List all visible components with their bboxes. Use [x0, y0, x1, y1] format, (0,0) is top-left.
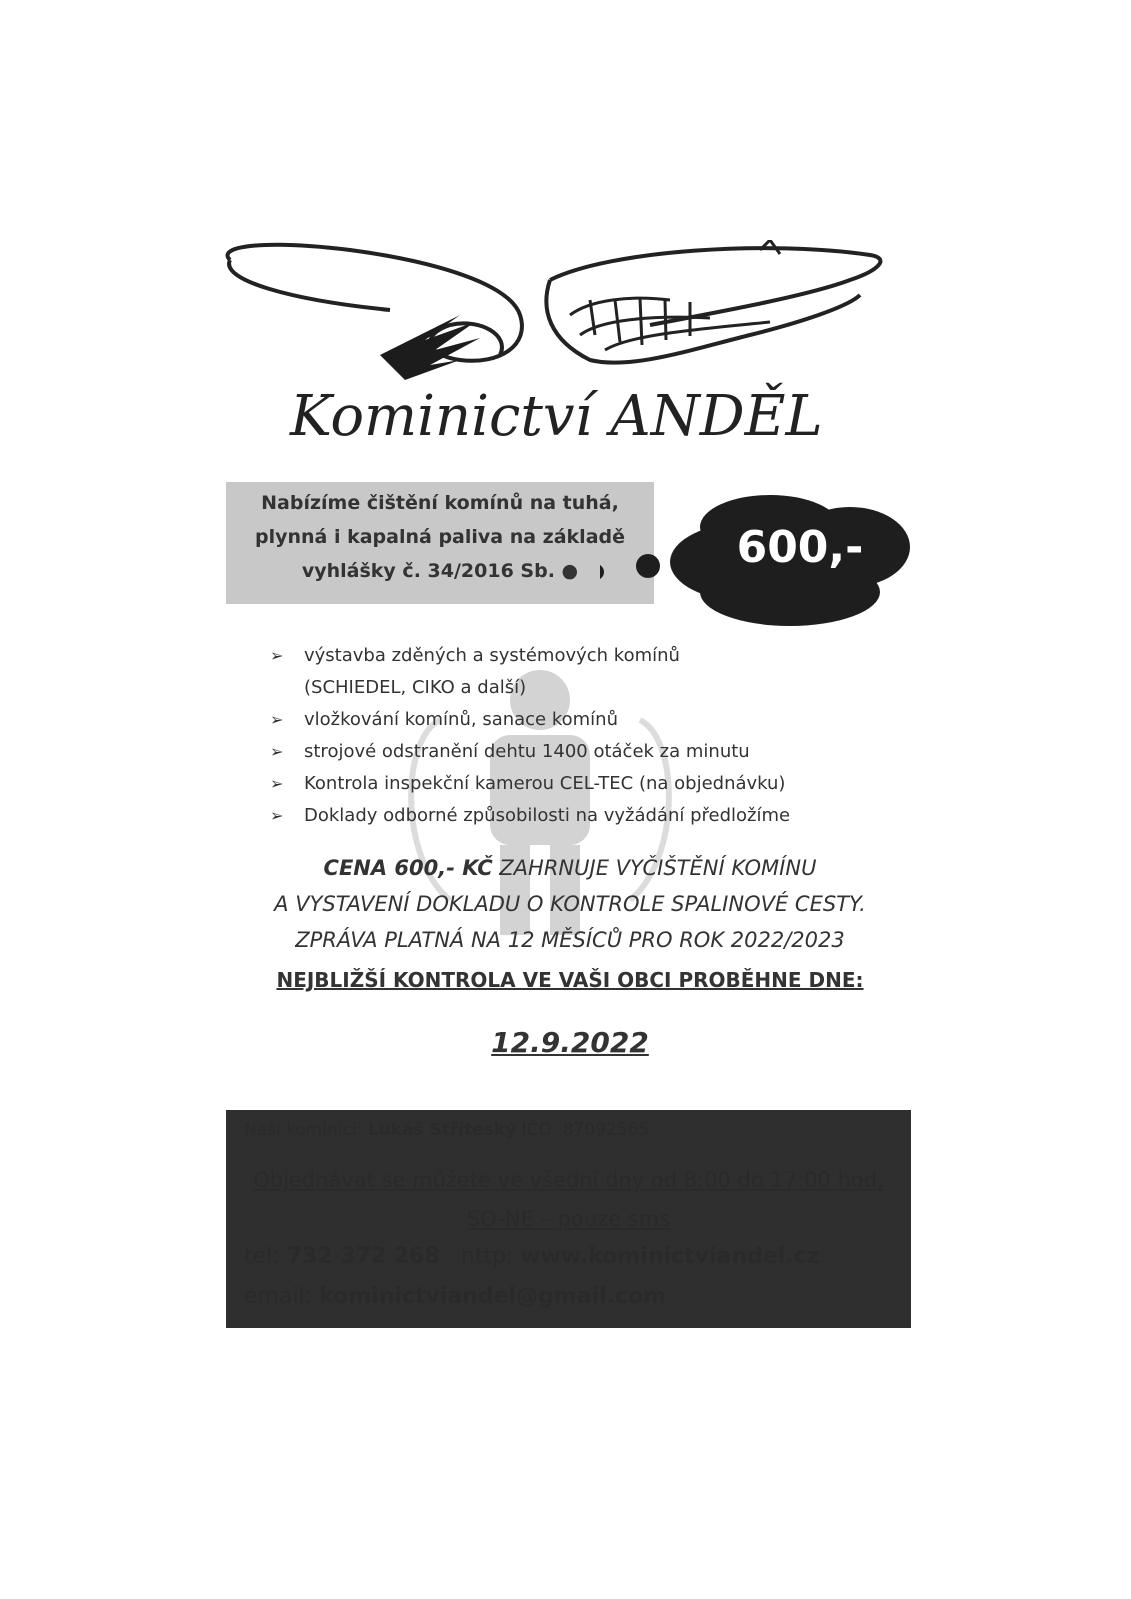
- service-item: ➢ Doklady odborné způsobilosti na vyžádání předložíme: [268, 800, 828, 832]
- logo-title: Kominictví ANDĚL: [290, 384, 823, 449]
- offer-line-3: vyhlášky č. 34/2016 Sb. ●: [301, 560, 579, 582]
- notice-line-2: A VYSTAVENÍ DOKLADU O KONTROLE SPALINOVÉ CESTY.: [274, 892, 866, 916]
- phone-number[interactable]: 732 372 268: [286, 1244, 440, 1269]
- email-line: email: kominictviandel@gmail.com: [244, 1284, 667, 1309]
- weekend-note: SO-NE – pouze sms: [466, 1207, 671, 1231]
- check-date: 12.9.2022: [491, 1026, 649, 1059]
- price-badge: 600,-: [736, 522, 864, 573]
- notice-line-1: CENA 600,- KČ ZAHRNUJE VYČIŠTĚNÍ KOMÍNU: [323, 856, 817, 880]
- offer-line-1: Nabízíme čištění komínů na tuhá,: [261, 492, 619, 514]
- arrow-bullet-icon: ➢: [270, 646, 284, 665]
- service-item: ➢ strojové odstranění dehtu 1400 otáček za minutu: [268, 736, 828, 768]
- tel-web-line: tel: 732 372 268 http: www.kominictviandel.cz: [244, 1244, 820, 1269]
- service-item: ➢ vložkování komínů, sanace komínů: [268, 704, 828, 736]
- services-list: [268, 640, 828, 832]
- price-notice: [220, 850, 920, 958]
- arrow-bullet-icon: ➢: [270, 742, 284, 761]
- service-item: ➢ Kontrola inspekční kamerou CEL-TEC (na objednávku): [268, 768, 828, 800]
- bullet-dot: ●: [561, 560, 579, 582]
- notice-line-3: ZPRÁVA PLATNÁ NA 12 MĚSÍCŮ PRO ROK 2022/2023: [295, 928, 845, 952]
- arrow-bullet-icon: ➢: [270, 806, 284, 825]
- offer-line-2: plynná i kapalná paliva na základě: [254, 526, 626, 548]
- order-hours: Objednávat se můžete ve všední dny od 8:00 do 17:00 hod,: [253, 1168, 884, 1192]
- arrow-bullet-icon: ➢: [270, 710, 284, 729]
- service-item: ➢ výstavba zděných a systémových komínů (SCHIEDEL, CIKO a další): [268, 640, 828, 704]
- email-link[interactable]: kominictviandel@gmail.com: [319, 1284, 667, 1309]
- kominictvi-andel-logo: [210, 240, 910, 470]
- website-link[interactable]: www.kominictviandel.cz: [520, 1244, 820, 1269]
- next-check-heading: NEJBLIŽŠÍ KONTROLA VE VAŠI OBCI PROBĚHNE DNE:: [276, 968, 864, 992]
- sweepers-line: Naši kominíci: Lukáš Stříteský IČO: 87092565: [244, 1120, 650, 1140]
- offer-text: [226, 486, 654, 588]
- arrow-bullet-icon: ➢: [270, 774, 284, 793]
